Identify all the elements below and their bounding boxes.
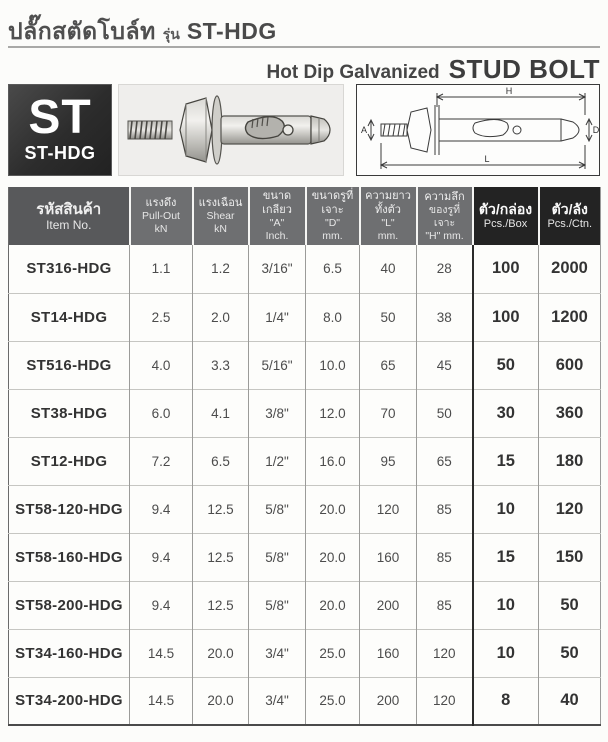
col-header-pcs-box [473, 187, 539, 245]
value-cell: 3.3 [193, 341, 249, 389]
value-cell: 15 [473, 533, 539, 581]
value-cell: 20.0 [306, 533, 360, 581]
diagram-label-h: H [505, 86, 513, 96]
table-row [9, 437, 601, 485]
value-cell: 14.5 [130, 677, 193, 725]
value-cell: 360 [539, 389, 601, 437]
value-cell: 20.0 [306, 581, 360, 629]
item-no-cell: ST38-HDG [9, 389, 130, 437]
item-no-cell: ST34-160-HDG [9, 629, 130, 677]
stud-bolt-photo-icon [122, 88, 340, 172]
col-header-thai: ขนาดเกลียว [262, 190, 292, 216]
col-header-pcs-ctn [539, 187, 601, 245]
col-header-en: Shear [206, 210, 235, 222]
item-no-cell: ST14-HDG [9, 293, 130, 341]
value-cell: 200 [360, 581, 417, 629]
item-no-cell: ST58-120-HDG [9, 485, 130, 533]
table-row [9, 389, 601, 437]
col-header-en: Item No. [46, 217, 92, 232]
value-cell: 5/8" [249, 485, 306, 533]
product-diagram [356, 84, 600, 176]
value-cell: 12.5 [193, 581, 249, 629]
col-header-drill-depth [417, 187, 473, 245]
value-cell: 3/8" [249, 389, 306, 437]
value-cell: 50 [473, 341, 539, 389]
value-cell: 40 [360, 245, 417, 293]
table-header-row [9, 187, 601, 245]
value-cell: 120 [539, 485, 601, 533]
subtitle-regular: Hot Dip Galvanized [266, 62, 440, 83]
value-cell: 70 [360, 389, 417, 437]
value-cell: 3/4" [249, 629, 306, 677]
value-cell: 95 [360, 437, 417, 485]
value-cell: 100 [473, 245, 539, 293]
badge-model: ST-HDG [24, 143, 96, 163]
value-cell: 1.2 [193, 245, 249, 293]
item-no-cell: ST58-160-HDG [9, 533, 130, 581]
item-no-cell: ST58-200-HDG [9, 581, 130, 629]
value-cell: 50 [360, 293, 417, 341]
diagram-label-l: L [484, 154, 490, 164]
value-cell: 28 [417, 245, 473, 293]
value-cell: 25.0 [306, 677, 360, 725]
col-header-unit: Inch. [265, 230, 289, 242]
value-cell: 85 [417, 533, 473, 581]
table-row [9, 629, 601, 677]
value-cell: 8 [473, 677, 539, 725]
col-header-unit: mm. [322, 230, 343, 242]
col-header-total-length [360, 187, 417, 245]
value-cell: 1/4" [249, 293, 306, 341]
value-cell: 2.0 [193, 293, 249, 341]
col-header-thai: รหัสสินค้า [36, 200, 102, 218]
value-cell: 10.0 [306, 341, 360, 389]
value-cell: 30 [473, 389, 539, 437]
value-cell: 2.5 [130, 293, 193, 341]
col-header-unit: "H" mm. [425, 229, 464, 242]
value-cell: 40 [539, 677, 601, 725]
value-cell: 120 [417, 677, 473, 725]
table-row [9, 293, 601, 341]
col-header-shear [193, 187, 249, 245]
value-cell: 50 [539, 581, 601, 629]
col-header-thai: ความลึก [424, 190, 465, 203]
col-header-en: Pcs./Box [483, 218, 528, 230]
value-cell: 14.5 [130, 629, 193, 677]
value-cell: 10 [473, 581, 539, 629]
value-cell: 9.4 [130, 533, 193, 581]
col-header-en: Pcs./Ctn. [547, 218, 593, 230]
value-cell: 10 [473, 629, 539, 677]
value-cell: 1200 [539, 293, 601, 341]
table-row [9, 533, 601, 581]
col-header-thai: แรงดึง [145, 197, 177, 209]
value-cell: 5/16" [249, 341, 306, 389]
col-header-thai: ตัว/ลัง [551, 201, 588, 217]
col-header-en: Pull-Out [142, 210, 180, 222]
item-no-cell: ST34-200-HDG [9, 677, 130, 725]
item-no-cell: ST12-HDG [9, 437, 130, 485]
value-cell: 25.0 [306, 629, 360, 677]
value-cell: 4.1 [193, 389, 249, 437]
value-cell: 180 [539, 437, 601, 485]
product-badge [8, 84, 112, 176]
col-header-en: "A" [269, 217, 285, 229]
diagram-label-a: A [360, 125, 368, 135]
value-cell: 600 [539, 341, 601, 389]
table-row [9, 485, 601, 533]
value-cell: 45 [417, 341, 473, 389]
col-header-en: ของรูที่เจาะ [428, 203, 461, 229]
value-cell: 2000 [539, 245, 601, 293]
value-cell: 16.0 [306, 437, 360, 485]
value-cell: 1/2" [249, 437, 306, 485]
col-header-drill-size [306, 187, 360, 245]
value-cell: 9.4 [130, 485, 193, 533]
value-cell: 10 [473, 485, 539, 533]
col-header-unit: kN [154, 223, 168, 235]
value-cell: 20.0 [306, 485, 360, 533]
value-cell: 12.5 [193, 533, 249, 581]
col-header-item-no [9, 187, 130, 245]
value-cell: 12.5 [193, 485, 249, 533]
col-header-en: "D" [324, 217, 341, 229]
table-body [9, 245, 601, 725]
title-model: ST-HDG [186, 18, 277, 44]
value-cell: 100 [473, 293, 539, 341]
value-cell: 38 [417, 293, 473, 341]
item-no-cell: ST516-HDG [9, 341, 130, 389]
value-cell: 50 [417, 389, 473, 437]
value-cell: 120 [360, 485, 417, 533]
col-header-thai: ขนาดรูที่เจาะ [311, 190, 354, 216]
value-cell: 150 [539, 533, 601, 581]
table-row [9, 677, 601, 725]
value-cell: 120 [417, 629, 473, 677]
value-cell: 8.0 [306, 293, 360, 341]
value-cell: 65 [360, 341, 417, 389]
product-photo [118, 84, 344, 176]
value-cell: 3/16" [249, 245, 306, 293]
value-cell: 1.1 [130, 245, 193, 293]
item-no-cell: ST316-HDG [9, 245, 130, 293]
col-header-unit: mm. [377, 230, 399, 242]
value-cell: 85 [417, 581, 473, 629]
value-cell: 50 [539, 629, 601, 677]
value-cell: 4.0 [130, 341, 193, 389]
value-cell: 9.4 [130, 581, 193, 629]
col-header-thai: ตัว/กล่อง [478, 201, 533, 217]
value-cell: 3/4" [249, 677, 306, 725]
value-cell: 6.5 [306, 245, 360, 293]
value-cell: 200 [360, 677, 417, 725]
subtitle [8, 54, 600, 85]
product-band [8, 84, 600, 176]
page-title [8, 14, 600, 48]
subtitle-bold: STUD BOLT [448, 54, 600, 84]
col-header-pullout [130, 187, 193, 245]
title-model-prefix: รุ่น [162, 26, 180, 42]
col-header-en: "L" [381, 217, 395, 229]
title-thai: ปลั๊กสตัดโบล์ท [8, 18, 156, 44]
value-cell: 12.0 [306, 389, 360, 437]
value-cell: 160 [360, 533, 417, 581]
col-header-thread-size [249, 187, 306, 245]
value-cell: 6.5 [193, 437, 249, 485]
value-cell: 160 [360, 629, 417, 677]
diagram-label-d: D [592, 125, 599, 135]
table-row [9, 581, 601, 629]
value-cell: 15 [473, 437, 539, 485]
value-cell: 65 [417, 437, 473, 485]
value-cell: 20.0 [193, 677, 249, 725]
badge-series: ST [28, 91, 92, 144]
table-row [9, 245, 601, 293]
col-header-unit: kN [214, 223, 227, 235]
table-row [9, 341, 601, 389]
value-cell: 6.0 [130, 389, 193, 437]
col-header-thai: ความยาวทั้งตัว [365, 190, 411, 216]
value-cell: 20.0 [193, 629, 249, 677]
value-cell: 7.2 [130, 437, 193, 485]
stud-bolt-diagram-icon [357, 85, 599, 175]
value-cell: 5/8" [249, 581, 306, 629]
value-cell: 85 [417, 485, 473, 533]
col-header-thai: แรงเฉือน [198, 197, 243, 209]
spec-table [8, 187, 601, 726]
value-cell: 5/8" [249, 533, 306, 581]
